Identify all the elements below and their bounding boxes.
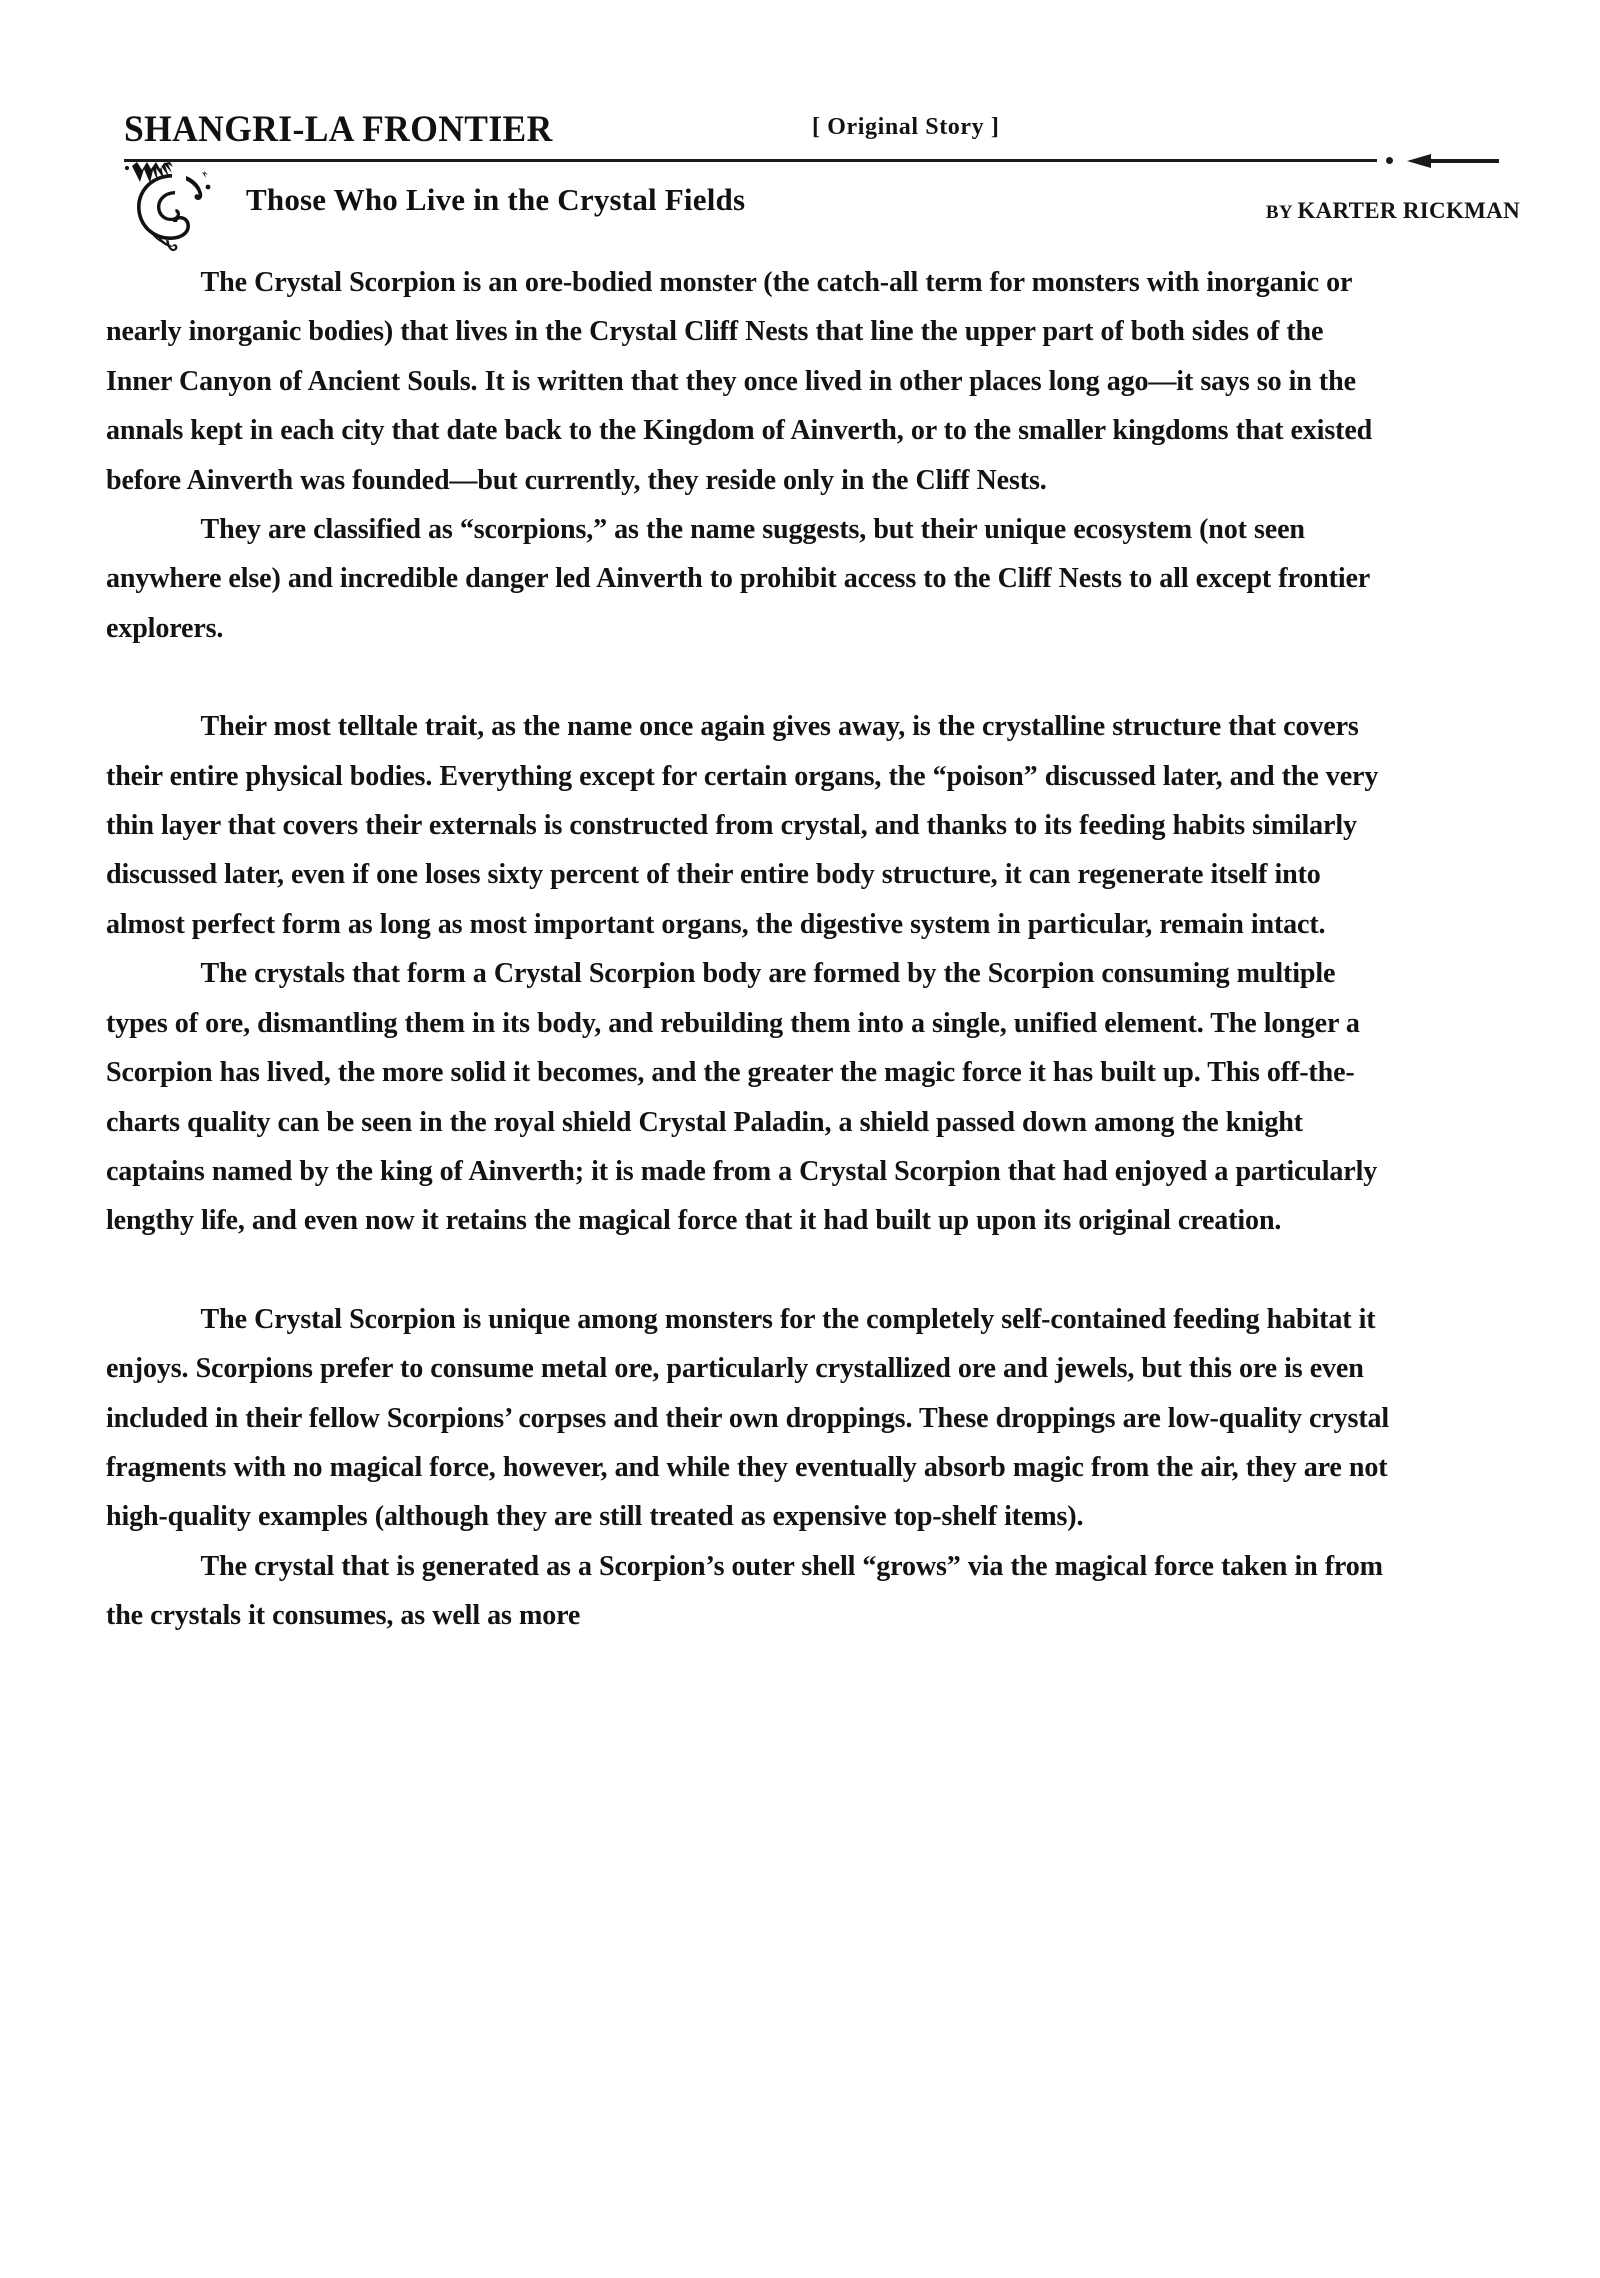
block-spacer: [106, 653, 1411, 702]
paragraph: The crystal that is generated as a Scorpion’s outer shell “grows” via the magical force taken in from the crystals it consumes, as well as more: [106, 1550, 1383, 1632]
story-kind-label: [ Original Story ]: [812, 114, 1000, 140]
byline: [1110, 198, 1520, 224]
body-text-column: [106, 258, 1411, 1641]
paragraph: The Crystal Scorpion is unique among monsters for the completely self-contained feeding habitat it enjoys. Scorpions prefer to consume metal ore, particularly crystallized ore and jewels, but this ore is even included in their fellow Scorpions’ corpses and their own droppings. These droppings are low-quality crystal fragments with no magical force, however, and while they eventually absorb magic from the air, they are not high-quality examples (although they are still treated as expensive top-shelf items).: [106, 1303, 1390, 1533]
text-block-2: [106, 702, 1411, 1245]
text-block-3: [106, 1295, 1411, 1641]
chapter-title: Those Who Live in the Crystal Fields: [246, 182, 746, 217]
paragraph: The crystals that form a Crystal Scorpion body are formed by the Scorpion consuming multiple types of ore, dismantling them in its body, and rebuilding them into a single, unified element. The longer a Scorpion has lived, the more solid it becomes, and the greater the magic force it has built up. This off-the-charts quality can be seen in the royal shield Crystal Paladin, a shield passed down among the knight captains named by the king of Ainverth; it is made from a Crystal Scorpion that had enjoyed a particularly lengthy life, and even now it retains the magical force that it had built up upon its original creation.: [106, 958, 1378, 1237]
text-block-1: [106, 258, 1411, 653]
byline-prefix: BY: [1265, 202, 1298, 223]
block-spacer: [106, 1246, 1411, 1295]
series-title: SHANGRI-LA FRONTIER: [124, 109, 553, 150]
paragraph: They are classified as “scorpions,” as the name suggests, but their unique ecosystem (not seen anywhere else) and incredible danger led Ainverth to prohibit access to the Cliff Nests to all except frontier explorers.: [106, 514, 1370, 644]
byline-author: KARTER RICKMAN: [1297, 198, 1520, 223]
swirl-flourish-icon: [120, 160, 230, 252]
paragraph: The Crystal Scorpion is an ore-bodied monster (the catch-all term for monsters with inorganic or nearly inorganic bodies) that lives in the Crystal Cliff Nests that line the upper part of both sides of the Inner Canyon of Ancient Souls. It is written that they once lived in other places long ago—it says so in the annals kept in each city that date back to the Kingdom of Ainverth, or to the smaller kingdoms that existed before Ainverth was founded—but currently, they reside only in the Cliff Nests.: [106, 267, 1373, 496]
paragraph: Their most telltale trait, as the name once again gives away, is the crystalline structure that covers their entire physical bodies. Everything except for certain organs, the “poison” discussed later, and the very thin layer that covers their externals is constructed from crystal, and thanks to its feeding habits similarly discussed later, even if one loses sixty percent of their entire body structure, it can regenerate itself into almost perfect form as long as most important organs, the digestive system in particular, remain intact.: [106, 711, 1379, 940]
chapter-title-row: [110, 160, 1520, 252]
